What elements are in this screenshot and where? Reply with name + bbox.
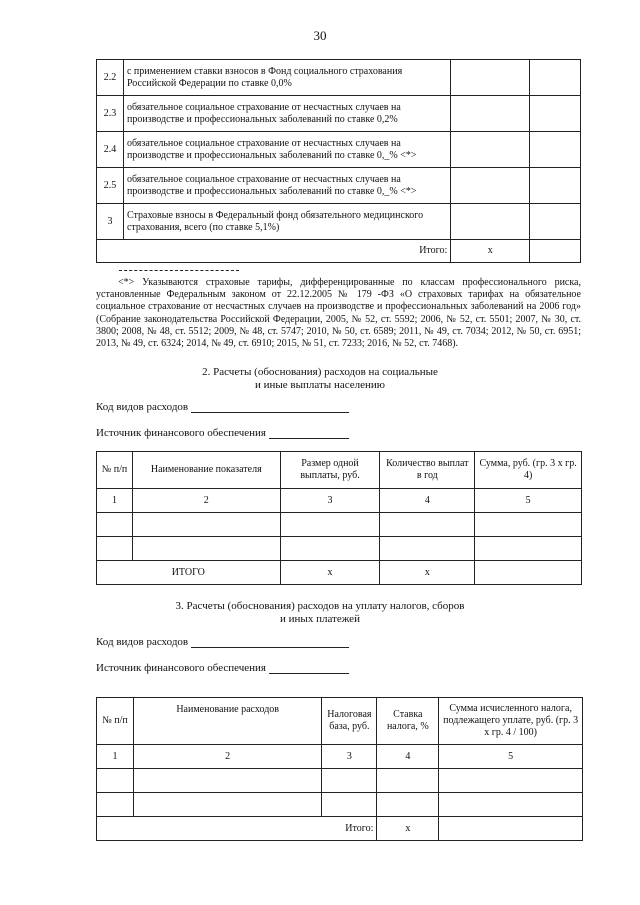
section2-heading-line2: и иные выплаты населению (255, 379, 385, 391)
column-header: Сумма исчисленного налога, подлежащего уплате, руб. (гр. 3 х гр. 4 / 100) (439, 698, 583, 745)
column-header: Количество выплат в год (380, 452, 475, 489)
column-header: Сумма, руб. (гр. 3 х гр. 4) (475, 452, 582, 489)
column-header: № п/п (97, 452, 133, 489)
row-cell (451, 168, 530, 204)
section2-source-label: Источник финансового обеспечения (96, 427, 266, 439)
section3-source-input[interactable] (269, 663, 349, 674)
column-header: Наименование расходов (133, 698, 322, 745)
row-number: 2.4 (97, 132, 124, 168)
table-row (97, 793, 583, 817)
row-number: 2.5 (97, 168, 124, 204)
column-numbers-row (97, 489, 582, 513)
column-number: 4 (380, 489, 475, 513)
row-cell (451, 204, 530, 240)
row-text: обязательное социальное страхование от несчастных случаев на производстве и профессиональных заболеваний по ставке 0,2% (123, 96, 450, 132)
row-cell (530, 96, 581, 132)
total-cell (475, 561, 582, 585)
column-number: 4 (377, 745, 439, 769)
table-row (97, 132, 581, 168)
table-row (97, 168, 581, 204)
row-number: 2.2 (97, 60, 124, 96)
column-number: 1 (97, 489, 133, 513)
column-number: 3 (280, 489, 380, 513)
section2-code-field (96, 401, 349, 413)
row-cell (451, 60, 530, 96)
row-text: с применением ставки взносов в Фонд социального страхования Российской Федерации по ставке 0,0% (123, 60, 450, 96)
column-header: Размер одной выплаты, руб. (280, 452, 380, 489)
total-x: x (451, 240, 530, 263)
total-cell (439, 817, 583, 841)
total-label: Итого: (97, 817, 377, 841)
row-text: Страховые взносы в Федеральный фонд обязательного медицинского страхования, всего (по ставке 5,1%) (123, 204, 450, 240)
section2-code-input[interactable] (191, 402, 349, 413)
total-x: x (380, 561, 475, 585)
footnote-text: <*> Указываются страховые тарифы, дифференцированные по классам профессионального риска, установленные Федеральным законом от 22.12.2005 № 179 -ФЗ «О страховых тарифах на обязательное социальное страхование от несчастных случаев на производстве и профессиональных заболеваний на 2006 год» (Собрание законодательства Российской Федерации, 2005, № 52, ст. 5592; 2006, № 52, ст. 5501; 2007, № 30, ст. 3800; 2008, № 48, ст. 5512; 2009, № 48, ст. 5747; 2010, № 50, ст. 6589; 2011, № 49, ст. 7034; 2012, № 50, ст. 6951; 2013, № 49, ст. 6324; 2014, № 49, ст. 6910; 2015, № 51, ст. 7233; 2016, № 52, ст. 7468). (96, 277, 581, 350)
row-cell (530, 204, 581, 240)
total-row (97, 817, 583, 841)
section3-heading-line1: 3. Расчеты (обоснования) расходов на уплату налогов, сборов (175, 600, 465, 612)
row-cell (530, 60, 581, 96)
row-cell (451, 96, 530, 132)
section3-heading-line2: и иных платежей (280, 613, 360, 625)
row-text: обязательное социальное страхование от несчастных случаев на производстве и профессиональных заболеваний по ставке 0,_% <*> (123, 168, 450, 204)
total-row (97, 561, 582, 585)
table-row (97, 513, 582, 537)
page-number: 30 (313, 28, 327, 43)
table-row (97, 537, 582, 561)
row-cell (530, 132, 581, 168)
column-number: 1 (97, 745, 134, 769)
section3-source-label: Источник финансового обеспечения (96, 662, 266, 674)
column-number: 3 (322, 745, 377, 769)
row-text: обязательное социальное страхование от несчастных случаев на производстве и профессиональных заболеваний по ставке 0,_% <*> (123, 132, 450, 168)
column-header: № п/п (97, 698, 134, 745)
column-numbers-row (97, 745, 583, 769)
total-label: Итого: (97, 240, 451, 263)
total-x: x (280, 561, 380, 585)
section2-source-input[interactable] (269, 428, 349, 439)
taxes-table (96, 697, 583, 841)
table-row (97, 96, 581, 132)
section2-code-label: Код видов расходов (96, 401, 189, 413)
footnote-divider (119, 270, 239, 271)
section2-source-field (96, 427, 349, 439)
social-payments-table (96, 451, 582, 585)
footnote (96, 277, 581, 350)
section3-source-field (96, 662, 349, 674)
section3-code-label: Код видов расходов (96, 636, 189, 648)
table-row (97, 204, 581, 240)
column-number: 5 (439, 745, 583, 769)
table-row (97, 769, 583, 793)
table-row (97, 60, 581, 96)
section3-heading (0, 600, 640, 626)
column-number: 5 (475, 489, 582, 513)
section3-code-input[interactable] (191, 637, 349, 648)
total-x: x (377, 817, 439, 841)
row-cell (530, 168, 581, 204)
section2-heading (0, 366, 640, 392)
total-row (97, 240, 581, 263)
header-row (97, 452, 582, 489)
row-number: 2.3 (97, 96, 124, 132)
total-label: ИТОГО (97, 561, 281, 585)
total-cell (530, 240, 581, 263)
section2-heading-line1: 2. Расчеты (обоснования) расходов на социальные (202, 366, 438, 378)
section3-code-field (96, 636, 349, 648)
column-header: Налоговая база, руб. (322, 698, 377, 745)
column-header: Наименование показателя (132, 452, 280, 489)
column-number: 2 (132, 489, 280, 513)
insurance-table (96, 59, 581, 263)
header-row (97, 698, 583, 745)
row-cell (451, 132, 530, 168)
column-number: 2 (133, 745, 322, 769)
column-header: Ставка налога, % (377, 698, 439, 745)
row-number: 3 (97, 204, 124, 240)
